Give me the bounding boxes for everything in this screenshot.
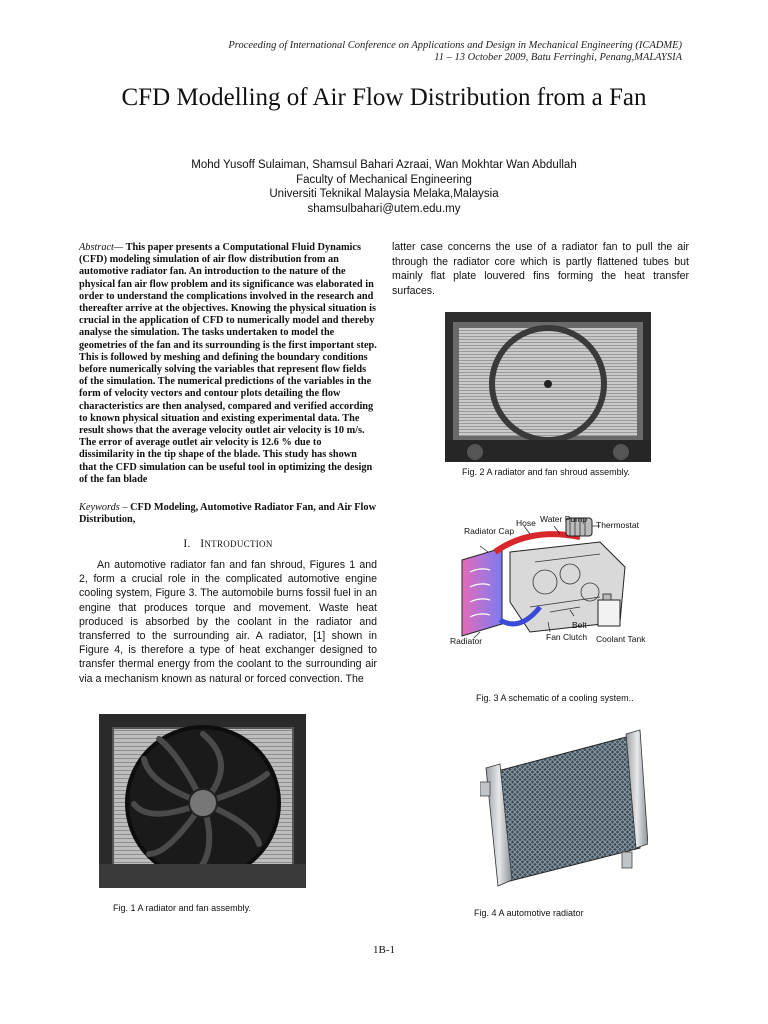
keywords-label: Keywords	[79, 502, 120, 513]
fig3-label-fan-clutch: Fan Clutch	[546, 632, 588, 642]
fig3-label-belt: Belt	[572, 620, 587, 630]
fig3-label-radiator: Radiator	[450, 636, 483, 646]
fig3-label-coolant-tank: Coolant Tank	[596, 634, 646, 644]
fig3-label-water-pump: Water Pump	[540, 514, 587, 524]
figure-1-caption: Fig. 1 A radiator and fan assembly.	[113, 903, 251, 913]
keywords	[79, 502, 377, 526]
right-column-text: latter case concerns the use of a radiator fan to pull the air through the radiator core which is partly flattened tubes but mainly flat plate louvered fins forming the heat transfer surfaces.	[392, 241, 689, 297]
abstract	[79, 242, 377, 486]
section-heading-rest: NTRODUCTION	[204, 539, 273, 549]
keywords-dash: –	[119, 502, 131, 513]
author-faculty: Faculty of Mechanical Engineering	[296, 173, 472, 186]
section-numeral: I.	[183, 538, 191, 550]
introduction-text: An automotive radiator fan and fan shroud, Figures 1 and 2, form a crucial role in the complicated automotive engine cooling system, Figure 3. The automobile burns fossil fuel in an engine that produces torque and movement. Waste heat produced is absorbed by the coolant in the radiator and transferred to the surrounding air. A radiator, [1] shown in Figure 4, is therefore a type of heat exchanger designed to transfer thermal energy from the coolant to the surrounding air via a mechanism known as natural or forced convection. The	[79, 559, 377, 685]
figure-3-image	[450, 512, 662, 660]
conference-header	[228, 40, 682, 64]
author-university: Universiti Teknikal Malaysia Melaka,Malaysia	[269, 188, 499, 200]
section-heading-introduction	[79, 538, 377, 550]
figure-3-caption: Fig. 3 A schematic of a cooling system..	[476, 693, 634, 703]
page-number: 1B-1	[373, 944, 395, 956]
abstract-text: This paper presents a Computational Fluid Dynamics (CFD) modeling simulation of air flow distribution from an automotive radiator fan. An introduction to the nature of the physical fan air flow problem and its significance was elaborated in order to understand the complications involved in the research and thereafter arrive at the objectives. Knowing the physical situation is crucial in the application of CFD to numerically model and thereby analyse the simulation. The tasks undertaken to model the geometries of the fan and its surrounding is the first important step. This is followed by meshing and defining the boundary conditions before numerically solving the variables that represent flow fields of the simulation. The numerical predictions of the variables in the form of velocity vectors and contour plots detailing the flow characteristics are then analysed, compared and verified according to known physical situation and existing experimental data. The result shows that the average velocity outlet air velocity is 10 m/s. The error of average outlet air velocity is 12.6 % due to dissimilarity in the tip shape of the blade. This study has shown that the CFD simulation can be useful tool in optimizing the design of the fan blade	[79, 242, 377, 485]
keywords-text: CFD Modeling, Automotive Radiator Fan, and Air Flow Distribution,	[79, 502, 377, 526]
figure-4-caption: Fig. 4 A automotive radiator	[474, 908, 584, 918]
author-block	[100, 158, 668, 216]
figure-2-image	[445, 312, 651, 462]
figure-1-image	[99, 714, 306, 888]
abstract-label: Abstract	[79, 242, 114, 253]
author-email: shamsulbahari@utem.edu.my	[307, 202, 461, 215]
figure-4-image	[480, 722, 648, 890]
section-heading-first: I	[200, 538, 205, 550]
fig3-label-radiator-cap: Radiator Cap	[464, 526, 515, 536]
fig3-label-hose: Hose	[516, 518, 536, 528]
header-line-2: 11 – 13 October 2009, Batu Ferringhi, Penang,MALAYSIA	[434, 52, 682, 63]
figure-2-caption: Fig. 2 A radiator and fan shroud assembly.	[462, 467, 630, 477]
header-line-1: Proceeding of International Conference on Applications and Design in Mechanical Engineering (ICADME)	[228, 40, 682, 51]
author-names: Mohd Yusoff Sulaiman, Shamsul Bahari Azraai, Wan Mokhtar Wan Abdullah	[191, 159, 577, 171]
fig3-label-thermostat: Thermostat	[596, 520, 639, 530]
paper-title: CFD Modelling of Air Flow Distribution from a Fan	[121, 84, 647, 111]
abstract-dash: —	[113, 242, 126, 253]
